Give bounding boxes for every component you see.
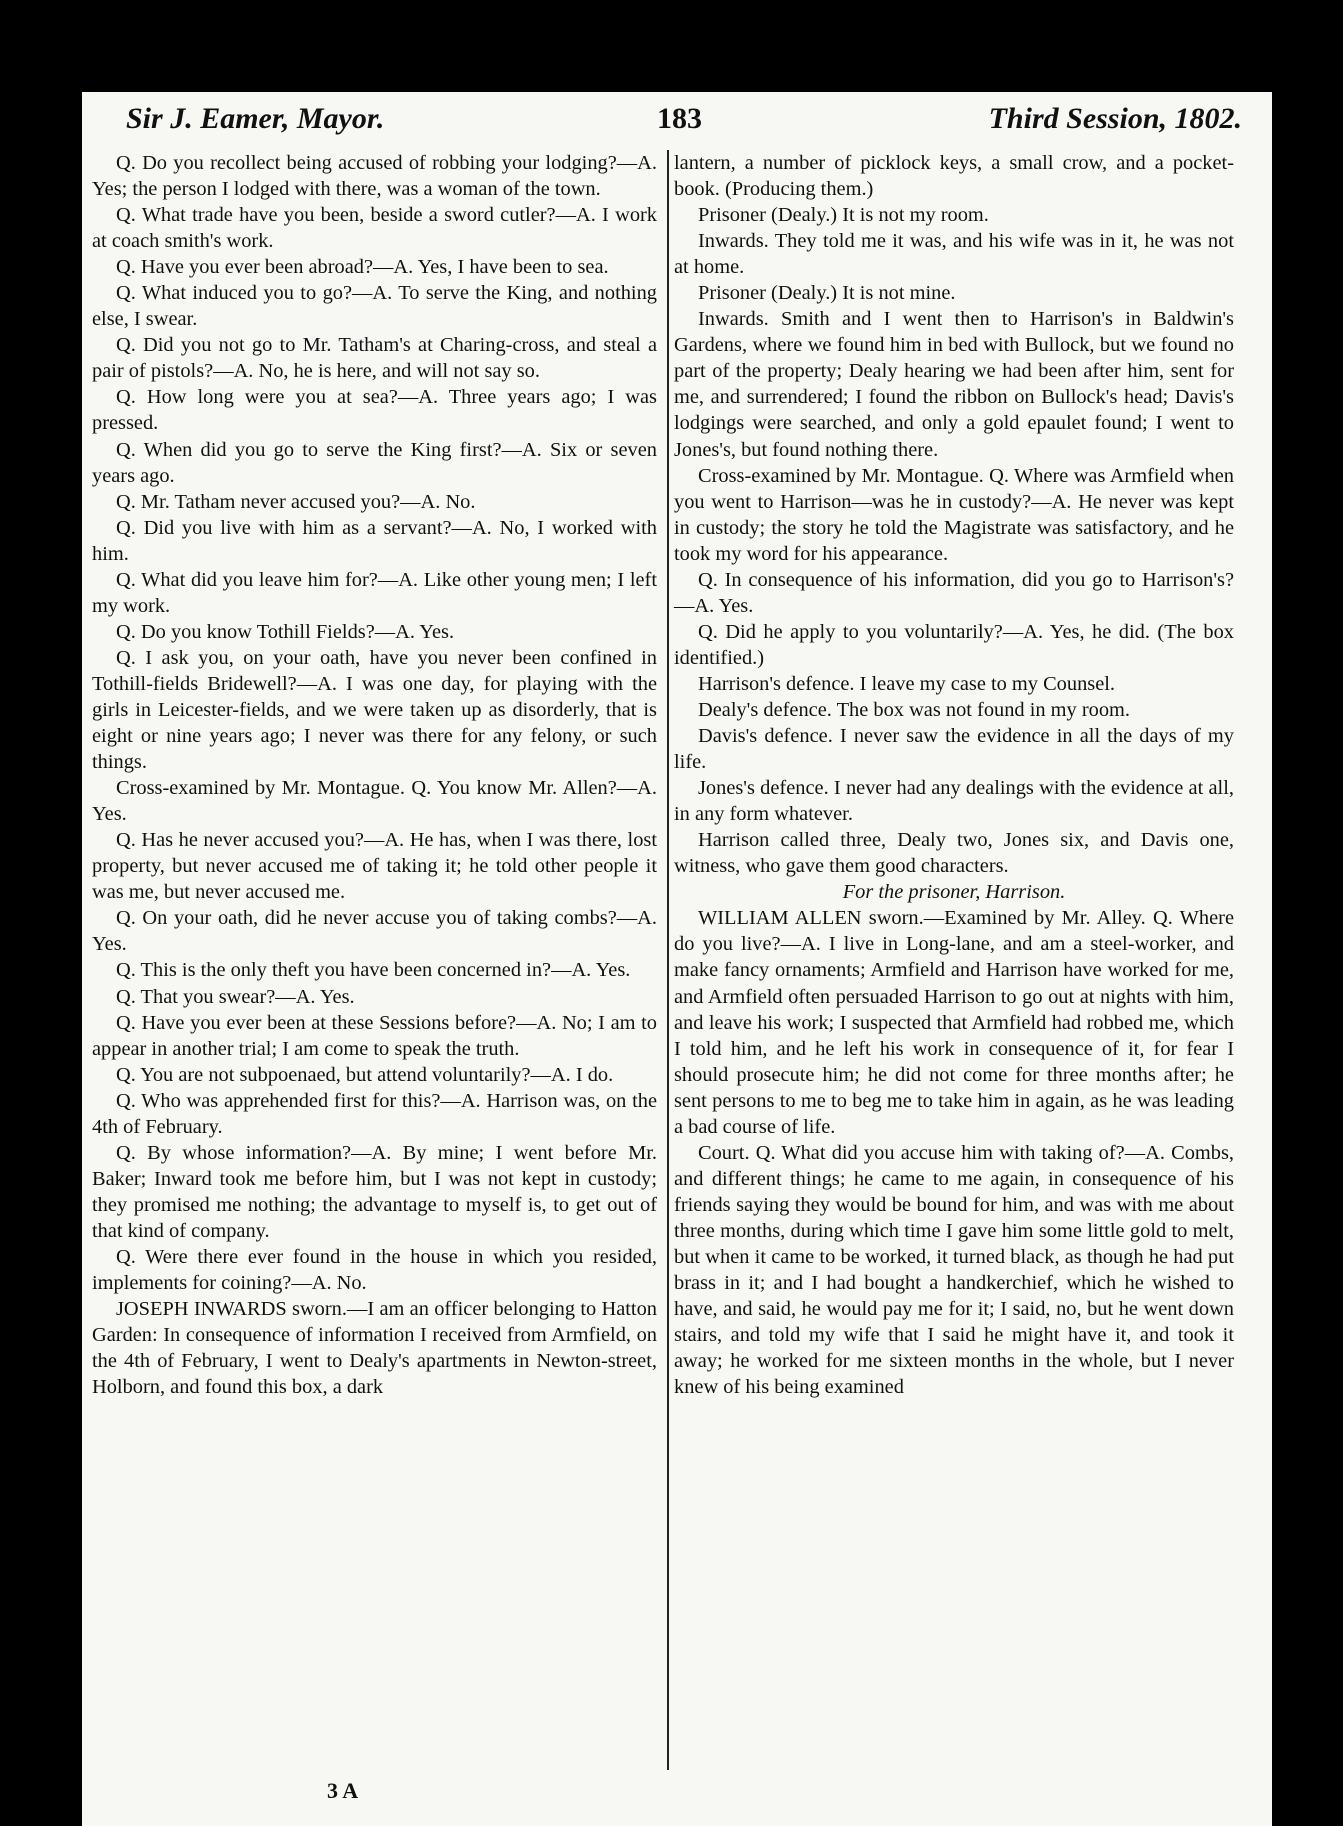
paragraph: Q. Did you not go to Mr. Tatham's at Charing-cross, and steal a pair of pistols?—A. No, he is here, and will not say so. — [92, 334, 657, 383]
paragraph: Q. Did he apply to you voluntarily?—A. Yes, he did. (The box identified.) — [674, 620, 1234, 669]
paragraph: Q. That you swear?—A. Yes. — [116, 985, 355, 1008]
paragraph: Q. I ask you, on your oath, have you never been confined in Tothill-fields Bridewell?—A. I was one day, for playing with the girls in Leicester-fields, and we were taken up as disorderly, that is eight or nine years ago; I never was there for any felony, or such things. — [92, 646, 657, 774]
paragraph: Court. Q. What did you accuse him with taking of?—A. Combs, and different things; he came to me again, in consequence of his friends saying they would be bound for him, and was with me about three months, during which time I gave him some little gold to melt, but when it came to be worked, it turned black, as though he had put brass in it; and I had bought a handkerchief, which he wished to have, and said, he would pay me for it; I said, no, but he went down stairs, and told my wife that I said he might have it, and took it away; he worked for me sixteen months in the whole, but I never knew of his being examined — [674, 1141, 1234, 1399]
document-page — [82, 92, 1272, 1826]
paragraph: Prisoner (Dealy.) It is not mine. — [698, 282, 956, 305]
paragraph: Q. Do you recollect being accused of robbing your lodging?—A. Yes; the person I lodged with there, was a woman of the town. — [92, 152, 657, 201]
paragraph: Q. Were there ever found in the house in which you resided, implements for coining?—A. No. — [92, 1245, 657, 1295]
paragraph: Q. Did you live with him as a servant?—A. No, I worked with him. — [92, 516, 657, 565]
right-column — [674, 150, 1234, 1400]
paragraph: Prisoner (Dealy.) It is not my room. — [698, 204, 989, 227]
paragraph: Inwards. They told me it was, and his wife was in it, he was not at home. — [674, 230, 1234, 279]
paragraph: Q. What induced you to go?—A. To serve the King, and nothing else, I swear. — [92, 282, 657, 331]
paragraph: Q. Have you ever been abroad?—A. Yes, I have been to sea. — [116, 256, 609, 279]
paragraph: Q. On your oath, did he never accuse you of taking combs?—A. Yes. — [92, 907, 657, 956]
paragraph: Harrison's defence. I leave my case to my Counsel. — [698, 672, 1116, 695]
paragraph: Harrison called three, Dealy two, Jones six, and Davis one, witness, who gave them good characters. — [674, 829, 1234, 878]
paragraph: Q. What did you leave him for?—A. Like other young men; I left my work. — [92, 568, 657, 617]
paragraph: Inwards. Smith and I went then to Harrison's in Baldwin's Gardens, where we found him in bed with Bullock, but we found no part of the property; Dealy hearing we had been after him, sent for me, and surrendered; I found the ribbon on Bullock's head; Davis's lodgings were searched, and only a gold epaulet found; I went to Jones's, but found nothing there. — [674, 308, 1234, 461]
paragraph: Q. When did you go to serve the King first?—A. Six or seven years ago. — [92, 438, 657, 487]
paragraph: Q. Mr. Tatham never accused you?—A. No. — [116, 490, 476, 513]
paragraph: Q. By whose information?—A. By mine; I went before Mr. Baker; Inward took me before him, but I was not kept in custody; they promised me nothing; the advantage to myself is, to get out of that kind of company. — [92, 1141, 657, 1242]
paragraph: Q. In consequence of his information, did you go to Harrison's?—A. Yes. — [674, 568, 1234, 617]
signature-mark: 3 A — [327, 1778, 359, 1803]
paragraph: Q. You are not subpoenaed, but attend voluntarily?—A. I do. — [116, 1063, 614, 1086]
section-heading: For the prisoner, Harrison. — [842, 881, 1066, 904]
left-column — [92, 150, 657, 1400]
paragraph: Dealy's defence. The box was not found in my room. — [698, 698, 1130, 721]
paragraph: WILLIAM ALLEN sworn.—Examined by Mr. Alley. Q. Where do you live?—A. I live in Long-lane, and am a steel-worker, and make fancy ornaments; Armfield and Harrison have worked for me, and Armfield often persuaded Harrison to go out at nights with him, and leave his work; I suspected that Armfield had robbed me, which I told him, and he left his work in consequence of it, for fear I should prosecute him; he did not come for three months after; he sent persons to me to beg me to take him in again, as he was leading a bad course of life. — [674, 907, 1234, 1138]
paragraph: Cross-examined by Mr. Montague. Q. You know Mr. Allen?—A. Yes. — [92, 777, 657, 826]
paragraph: Q. Do you know Tothill Fields?—A. Yes. — [116, 620, 455, 643]
paragraph: lantern, a number of picklock keys, a small crow, and a pocket-book. (Producing them.) — [674, 152, 1234, 201]
page-number: 183 — [657, 102, 702, 135]
paragraph: Q. Has he never accused you?—A. He has, when I was there, lost property, but never accused me of taking it; he told other people it was me, but never accused me. — [92, 829, 657, 904]
paragraph: Cross-examined by Mr. Montague. Q. Where was Armfield when you went to Harrison—was he in custody?—A. He never was kept in custody; the story he told the Magistrate was satisfactory, and he took my word for his appearance. — [674, 464, 1234, 565]
paragraph: Davis's defence. I never saw the evidence in all the days of my life. — [674, 725, 1234, 774]
running-header — [82, 92, 1272, 154]
paragraph: Q. Who was apprehended first for this?—A. Harrison was, on the 4th of February. — [92, 1089, 657, 1138]
paragraph: Q. What trade have you been, beside a sword cutler?—A. I work at coach smith's work. — [92, 204, 657, 253]
paragraph: Q. This is the only theft you have been concerned in?—A. Yes. — [116, 959, 631, 982]
header-left: Sir J. Eamer, Mayor. — [126, 102, 385, 135]
paragraph: Q. How long were you at sea?—A. Three years ago; I was pressed. — [92, 386, 657, 435]
column-divider — [667, 150, 669, 1770]
paragraph: Jones's defence. I never had any dealings with the evidence at all, in any form whatever. — [674, 777, 1234, 826]
paragraph: JOSEPH INWARDS sworn.—I am an officer belonging to Hatton Garden: In consequence of information I received from Armfield, on the 4th of February, I went to Dealy's apartments in Newton-street, Holborn, and found this box, a dark — [92, 1298, 657, 1399]
header-right: Third Session, 1802. — [988, 102, 1242, 135]
paragraph: Q. Have you ever been at these Sessions before?—A. No; I am to appear in another trial; I am come to speak the truth. — [92, 1011, 657, 1060]
